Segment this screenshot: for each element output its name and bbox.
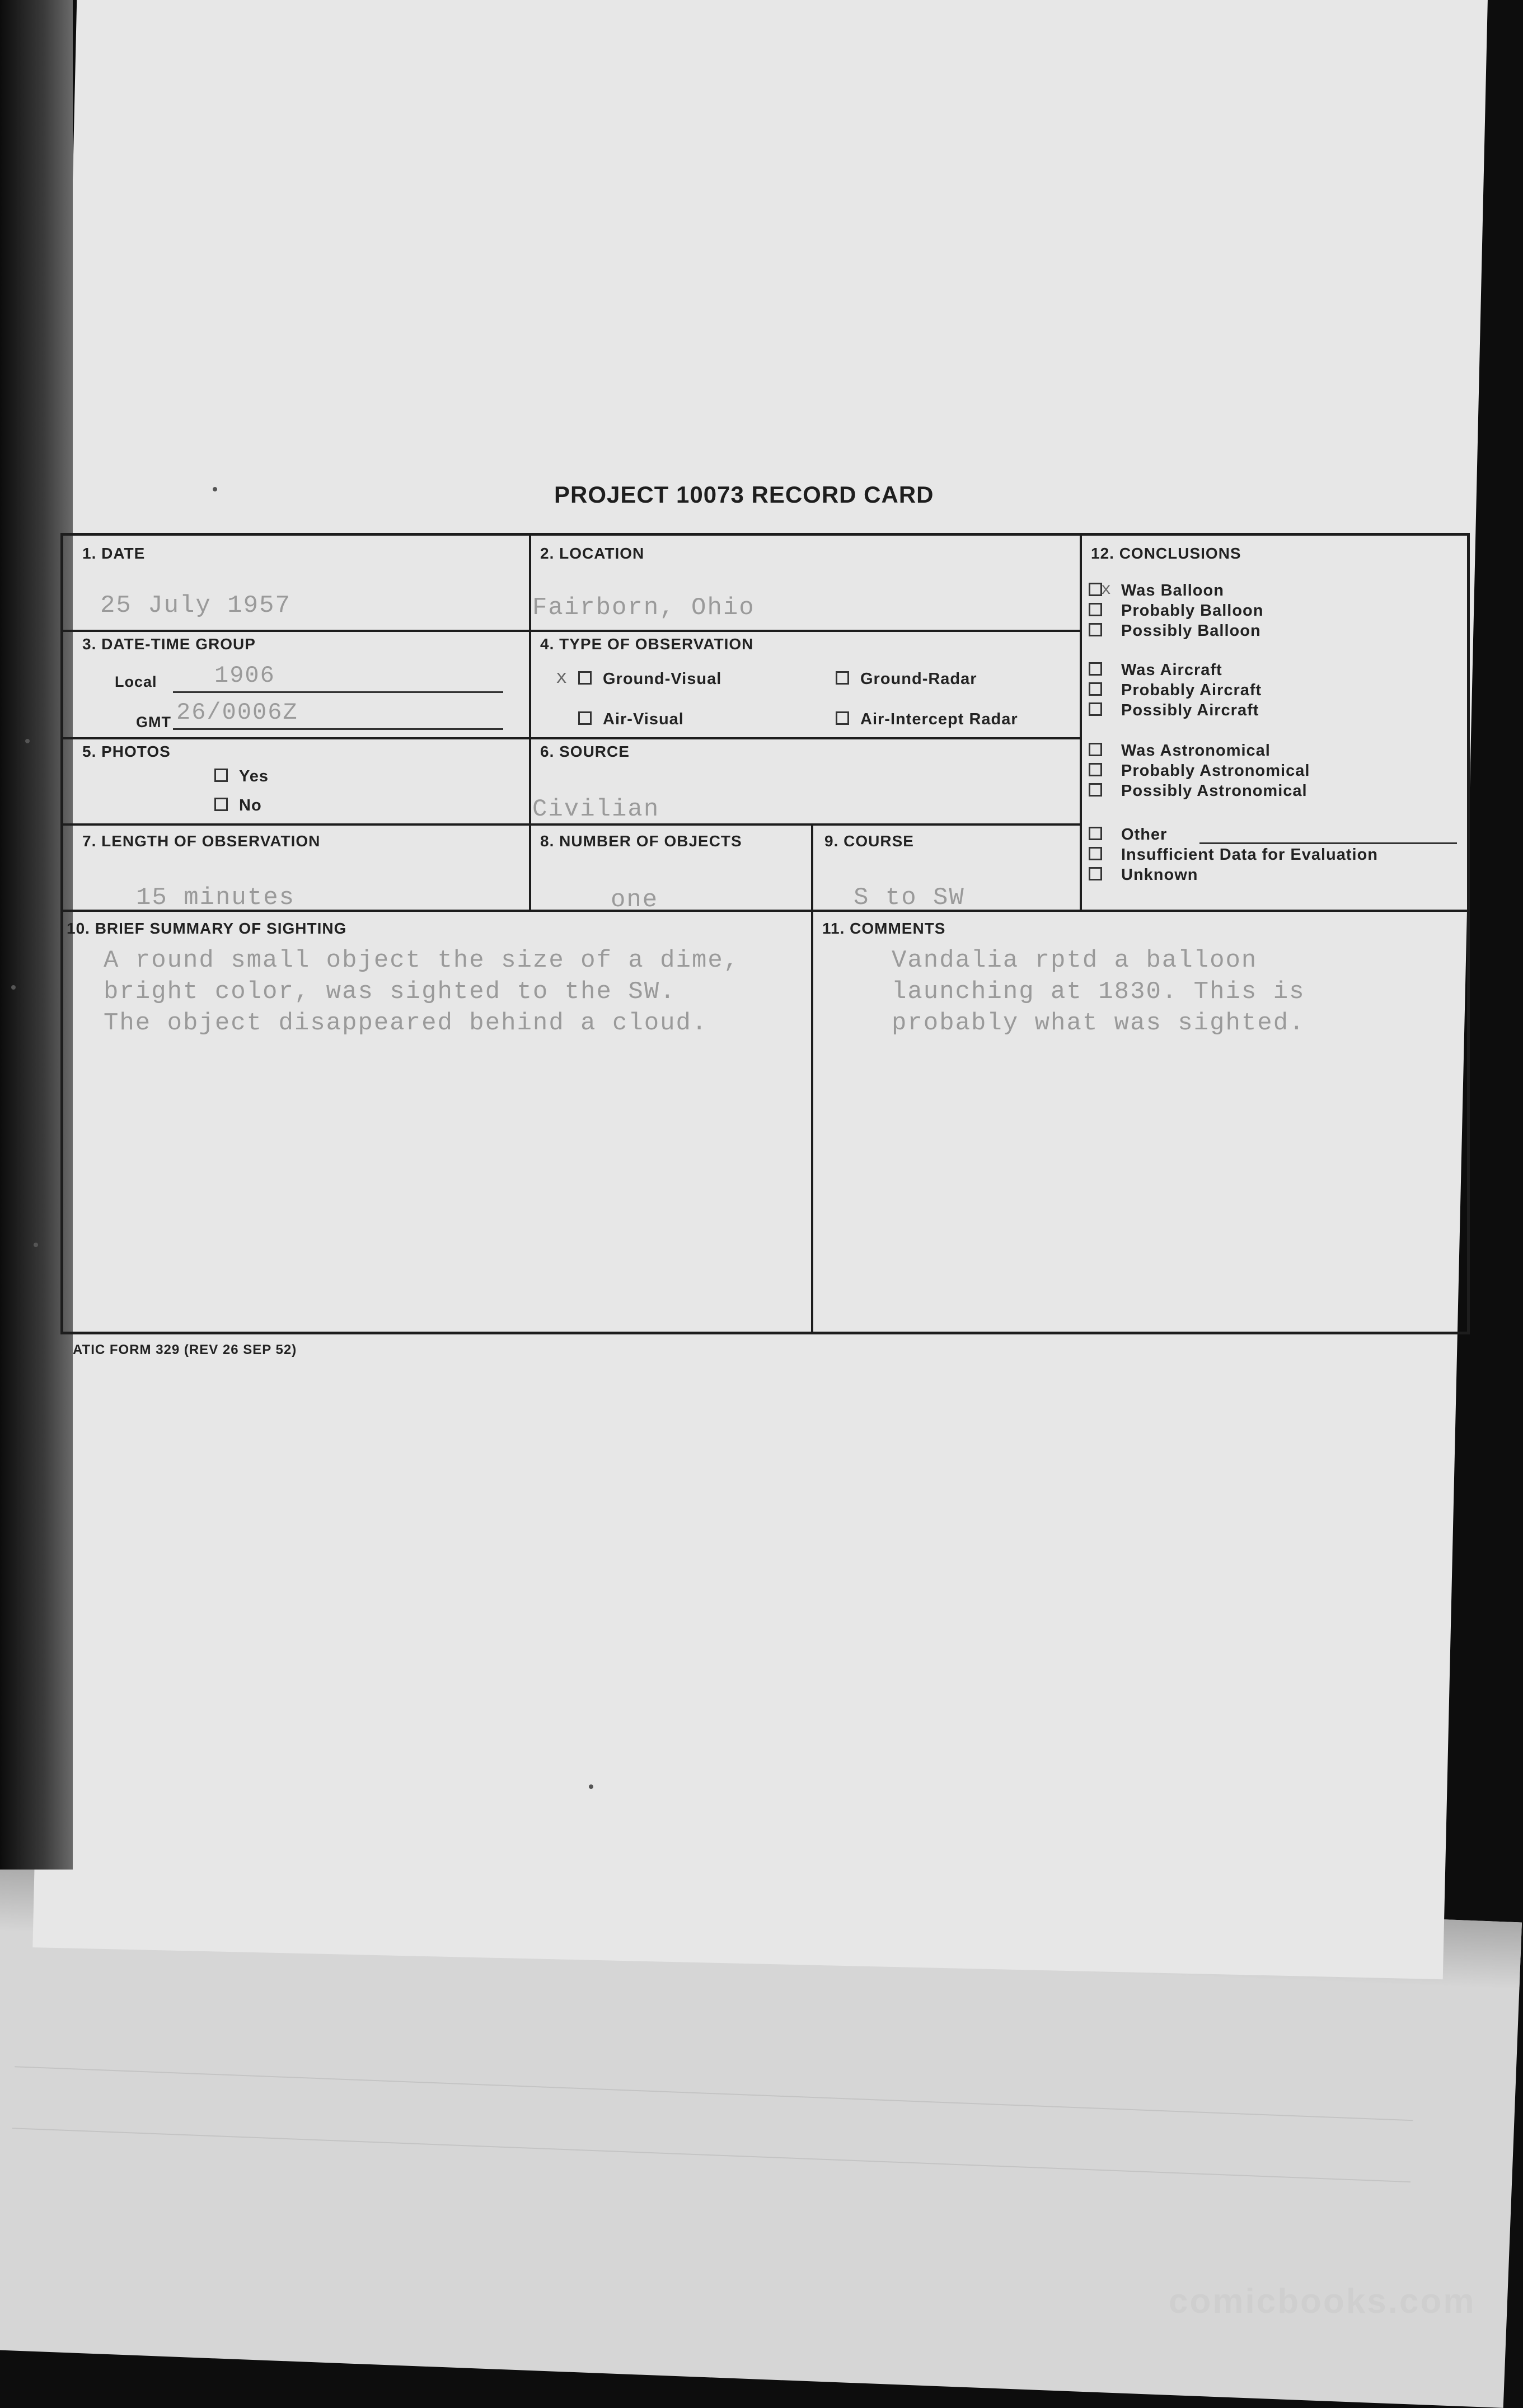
conclusion-was-balloon[interactable]: Was Balloon — [1089, 582, 1224, 600]
checkbox-icon — [1089, 847, 1102, 860]
date-label: 1. DATE — [82, 545, 146, 562]
record-card — [60, 533, 1470, 1334]
local-time-value: 1906 — [214, 662, 275, 689]
number-of-objects-label: 8. NUMBER OF OBJECTS — [540, 832, 742, 850]
conclusion-was-astronomical[interactable]: Was Astronomical — [1089, 742, 1271, 760]
checkbox-icon — [214, 769, 228, 782]
date-time-group-label: 3. DATE-TIME GROUP — [82, 635, 256, 653]
checkbox-icon — [578, 671, 592, 685]
conclusion-insufficient-data[interactable]: Insufficient Data for Evaluation — [1089, 846, 1378, 864]
comments-line: Vandalia rptd a balloon — [892, 947, 1258, 975]
checkbox-icon — [578, 711, 592, 725]
dust-speck — [213, 487, 217, 491]
gmt-time-value: 26/0006Z — [176, 699, 298, 726]
course-value: S to SW — [854, 884, 965, 912]
watermark: comicbooks.com — [1169, 2282, 1476, 2321]
grid-line — [63, 737, 1081, 739]
other-underline — [1199, 842, 1457, 844]
summary-line: The object disappeared behind a cloud. — [104, 1009, 708, 1037]
card-title: PROJECT 10073 RECORD CARD — [554, 481, 934, 508]
grid-line — [1080, 536, 1082, 912]
checkbox-icon — [1089, 682, 1102, 696]
dust-speck — [589, 1784, 593, 1789]
checkbox-icon — [1089, 743, 1102, 756]
source-label: 6. SOURCE — [540, 743, 630, 760]
conclusion-possibly-aircraft[interactable]: Possibly Aircraft — [1089, 701, 1259, 720]
type-of-observation-label: 4. TYPE OF OBSERVATION — [540, 635, 754, 653]
conclusion-probably-astronomical[interactable]: Probably Astronomical — [1089, 762, 1310, 780]
option-air-visual[interactable]: Air-Visual — [578, 710, 684, 729]
local-label: Local — [115, 673, 157, 690]
checkbox-icon — [1089, 783, 1102, 797]
course-label: 9. COURSE — [824, 832, 914, 850]
gmt-underline — [173, 728, 503, 730]
conclusion-probably-aircraft[interactable]: Probably Aircraft — [1089, 681, 1262, 700]
summary-line: A round small object the size of a dime, — [104, 947, 740, 975]
checkbox-icon — [1089, 623, 1102, 636]
checkbox-icon — [1089, 662, 1102, 676]
grid-line — [811, 823, 813, 1334]
option-ground-visual[interactable]: Ground-Visual — [578, 670, 721, 688]
checkbox-icon — [1089, 702, 1102, 716]
checkbox-icon — [836, 711, 849, 725]
grid-line — [63, 630, 1081, 632]
dust-speck — [11, 985, 16, 990]
dust-speck — [25, 739, 30, 743]
checkbox-icon — [1089, 583, 1102, 596]
length-of-observation-label: 7. LENGTH OF OBSERVATION — [82, 832, 321, 850]
gmt-label: GMT — [136, 714, 171, 730]
conclusion-probably-balloon[interactable]: Probably Balloon — [1089, 602, 1263, 620]
source-value: Civilian — [532, 795, 660, 823]
conclusion-was-aircraft[interactable]: Was Aircraft — [1089, 661, 1222, 680]
lower-sheet-rule — [15, 2066, 1413, 2121]
photos-option-yes[interactable]: Yes — [214, 767, 269, 786]
dust-speck — [34, 1243, 38, 1247]
conclusions-label: 12. CONCLUSIONS — [1091, 545, 1241, 562]
length-of-observation-value: 15 minutes — [136, 884, 296, 912]
comments-line: launching at 1830. This is — [892, 978, 1305, 1006]
summary-line: bright color, was sighted to the SW. — [104, 978, 676, 1006]
grid-line — [63, 823, 1081, 826]
date-value: 25 July 1957 — [100, 592, 291, 620]
location-value: Fairborn, Ohio — [532, 594, 755, 622]
grid-line — [529, 536, 531, 912]
conclusion-unknown[interactable]: Unknown — [1089, 866, 1198, 884]
comments-line: probably what was sighted. — [892, 1009, 1305, 1037]
number-of-objects-value: one — [611, 886, 659, 914]
was-balloon-check-mark: x — [1101, 580, 1112, 599]
conclusion-other[interactable]: Other — [1089, 826, 1167, 844]
summary-label: 10. BRIEF SUMMARY OF SIGHTING — [67, 920, 347, 937]
location-label: 2. LOCATION — [540, 545, 645, 562]
checkbox-icon — [1089, 603, 1102, 616]
lower-sheet-rule — [12, 2128, 1410, 2182]
checkbox-icon — [1089, 763, 1102, 776]
option-air-intercept-radar[interactable]: Air-Intercept Radar — [836, 710, 1018, 729]
comments-label: 11. COMMENTS — [822, 920, 946, 937]
checkbox-icon — [1089, 827, 1102, 840]
option-ground-radar[interactable]: Ground-Radar — [836, 670, 977, 688]
form-number-footer: ATIC FORM 329 (REV 26 SEP 52) — [73, 1342, 297, 1357]
conclusion-possibly-astronomical[interactable]: Possibly Astronomical — [1089, 782, 1308, 800]
photos-option-no[interactable]: No — [214, 797, 262, 815]
local-underline — [173, 691, 503, 693]
conclusion-possibly-balloon[interactable]: Possibly Balloon — [1089, 622, 1261, 640]
checkbox-icon — [1089, 867, 1102, 880]
checkbox-icon — [214, 798, 228, 811]
ground-visual-check-mark: x — [556, 668, 568, 689]
photos-label: 5. PHOTOS — [82, 743, 171, 760]
checkbox-icon — [836, 671, 849, 685]
